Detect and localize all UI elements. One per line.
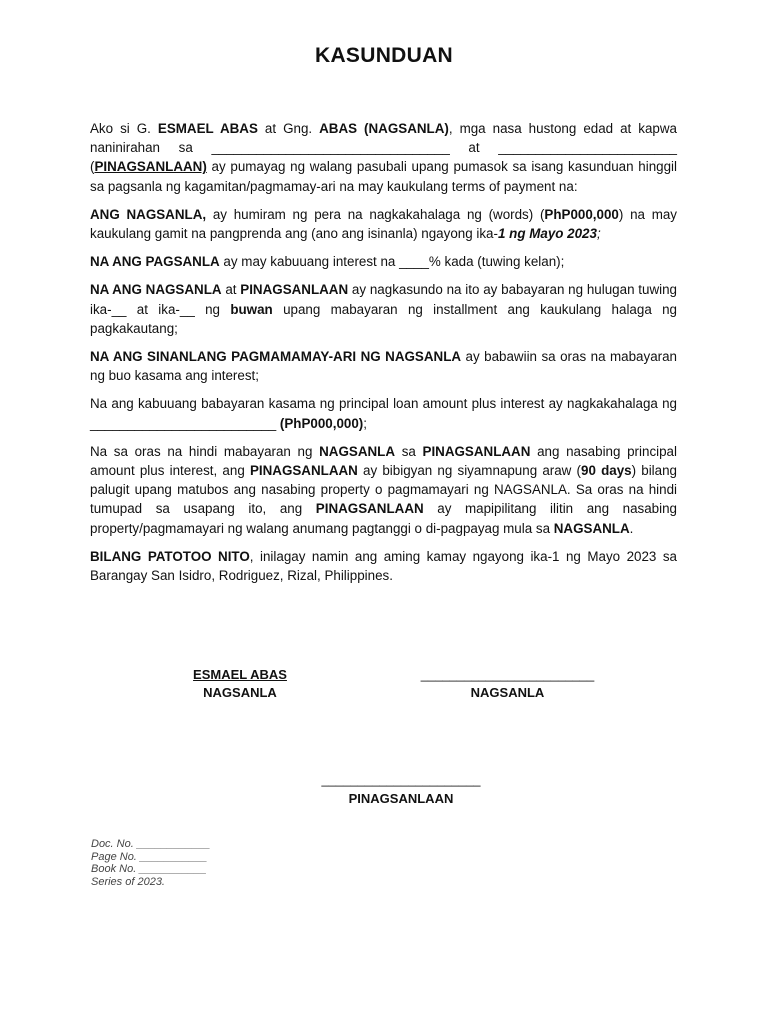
- paragraph-loan: [90, 205, 677, 243]
- party-name: ABAS (NAGSANLA): [319, 121, 449, 136]
- text-run: ay humiram ng pera na nagkakahalaga ng (words) (: [206, 206, 545, 222]
- bold-run: 90 days: [581, 463, 632, 479]
- signatory-role: NAGSANLA: [203, 685, 277, 700]
- amount: (PhP000,000): [279, 415, 364, 431]
- page-no: Page No. ___________: [91, 850, 208, 863]
- bold-run: PINAGSANLAAN: [249, 463, 358, 479]
- text-run: at: [221, 282, 241, 298]
- text-run: , mga nasa hustong edad at kapwa naninirahan sa ________________________________ at ________________________ (: [90, 121, 677, 175]
- signature-line: ______________________: [321, 772, 481, 787]
- text-run: Na ang kabuuang babayaran kasama ng principal loan amount plus interest ay nagkakahalaga ng _________________________: [90, 396, 677, 431]
- party-label: PINAGSANLAAN): [94, 159, 207, 175]
- text-run: ang nasabing principal amount plus interest, ang: [90, 443, 677, 479]
- amount: PhP000,000: [544, 206, 619, 222]
- bold-run: ANG NAGSANLA,: [90, 206, 207, 222]
- notary-block: [91, 838, 210, 888]
- paragraph-total: [90, 394, 677, 432]
- bold-run: PINAGSANLAAN: [422, 443, 531, 459]
- signatory-name: ESMAEL ABAS: [193, 667, 287, 682]
- paragraph-witness: [90, 547, 677, 585]
- text-run: Na sa oras na hindi mabayaran ng: [90, 443, 320, 459]
- party-name: ESMAEL ABAS: [157, 121, 258, 136]
- signature-block-bottom: [311, 771, 491, 808]
- text-run: , inilagay namin ang aming kamay ngayong ika-1 ng Mayo 2023 sa Barangay San Isidro, Rodriguez, Rizal, Philippines.: [90, 548, 678, 584]
- text-run: ) bilang palugit upang matubos ang nasabing property o pagmamayari ng NAGSANLA. Sa oras na hindi tumupad sa usapang ito, ang: [90, 463, 677, 517]
- bold-run: buwan: [230, 301, 273, 317]
- signatory-role: NAGSANLA: [470, 685, 545, 700]
- text-run: ay may kabuuang interest na ____% kada (tuwing kelan);: [219, 254, 565, 270]
- bold-run: NA ANG PAGSANLA: [90, 254, 220, 270]
- paragraph-default: [90, 442, 677, 538]
- text-run: ;: [596, 226, 601, 242]
- text-run: at Gng.: [257, 121, 320, 136]
- text-run: ay bibigyan ng siyamnapung araw (: [357, 463, 581, 479]
- doc-no: Doc. No. ____________: [91, 838, 211, 850]
- signature-line: ________________________: [420, 667, 595, 682]
- text-run: upang mabayaran ng installment ang kaukulang halaga ng pagkakautang;: [90, 301, 677, 336]
- document-body: [90, 119, 677, 594]
- date: 1 ng Mayo 2023: [497, 226, 597, 242]
- book-no: Book No. ___________: [91, 863, 207, 875]
- text-run: ;: [363, 415, 368, 431]
- text-run: ay mapipilitang ilitin ang nasabing property/pagmamayari ng walang anumang pagtanggi o di-pagpayag mula sa: [90, 501, 677, 536]
- paragraph-intro: [90, 119, 677, 196]
- signature-block-right: [400, 666, 615, 702]
- series: Series of 2023.: [91, 875, 165, 888]
- paragraph-redemption: [90, 347, 677, 385]
- paragraph-interest: [90, 252, 677, 271]
- bold-run: NAGSANLA: [553, 520, 630, 536]
- signatory-role: PINAGSANLAAN: [348, 791, 454, 806]
- text-run: ay babawiin sa oras na mabayaran ng buo kasama ang interest;: [90, 349, 677, 384]
- text-run: ay nagkasundo na ito ay babayaran ng hulugan tuwing ika-__ at ika-__ ng: [90, 282, 678, 317]
- paragraph-installment: [90, 280, 677, 338]
- document-title: KASUNDUAN: [314, 44, 454, 67]
- bold-run: PINAGSANLAAN: [240, 282, 349, 298]
- signature-block-left: [160, 666, 320, 702]
- text-run: ay pumayag ng walang pasubali upang pumasok sa isang kasunduan hinggil sa pagsanla ng kagamitan/pagmamay-ari na may kaukulang terms of payment na:: [90, 159, 677, 194]
- text-run: ) na may kaukulang gamit na pangprenda ang (ano ang isinanla) ngayong ika-: [90, 206, 678, 242]
- bold-run: NAGSANLA: [319, 443, 396, 459]
- text-run: Ako si G.: [90, 121, 158, 136]
- bold-run: PINAGSANLAAN: [315, 501, 424, 517]
- bold-run: BILANG PATOTOO NITO: [90, 548, 250, 564]
- bold-run: NA ANG NAGSANLA: [90, 282, 222, 298]
- text-run: sa: [395, 443, 423, 459]
- text-run: .: [629, 520, 634, 536]
- bold-run: NA ANG SINANLANG PAGMAMAMAY-ARI NG NAGSANLA: [90, 349, 462, 365]
